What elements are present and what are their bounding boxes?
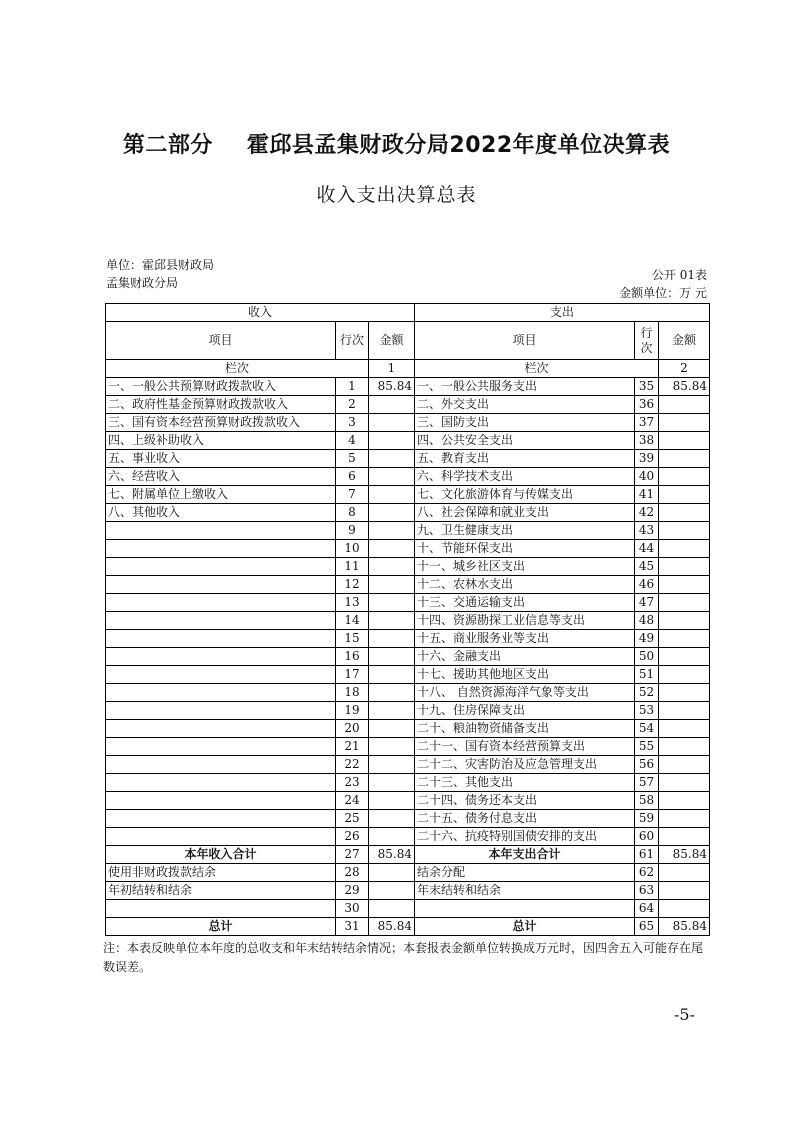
income-item: 年初结转和结余 <box>106 882 336 900</box>
expense-amount-header: 金额 <box>659 322 710 360</box>
income-row-number: 16 <box>336 648 369 666</box>
income-amount <box>369 720 415 738</box>
income-item <box>106 576 336 594</box>
income-amount <box>369 864 415 882</box>
expense-row-number: 53 <box>635 702 659 720</box>
expense-row-number: 64 <box>635 900 659 918</box>
income-amount <box>369 468 415 486</box>
table-row <box>106 792 710 810</box>
expense-item: 二十六、抗疫特别国债安排的支出 <box>415 828 635 846</box>
income-item: 三、国有资本经营预算财政拨款收入 <box>106 414 336 432</box>
income-amount <box>369 702 415 720</box>
income-amount <box>369 594 415 612</box>
expense-row-number: 56 <box>635 756 659 774</box>
expense-row-number: 40 <box>635 468 659 486</box>
income-item <box>106 792 336 810</box>
income-row-number: 17 <box>336 666 369 684</box>
income-amount: 85.84 <box>369 918 415 936</box>
expense-amount <box>659 882 710 900</box>
expense-item: 三、国防支出 <box>415 414 635 432</box>
income-amount <box>369 522 415 540</box>
unit-line-1: 单位：霍邱县财政局 <box>106 258 215 272</box>
expense-item: 二十五、债务付息支出 <box>415 810 635 828</box>
income-row-number: 8 <box>336 504 369 522</box>
table-row <box>106 630 710 648</box>
expense-row-number: 50 <box>635 648 659 666</box>
expense-amount <box>659 450 710 468</box>
header-row-2 <box>106 322 710 360</box>
table-row <box>106 666 710 684</box>
income-item <box>106 666 336 684</box>
expense-amount <box>659 540 710 558</box>
income-amount <box>369 666 415 684</box>
expense-amount <box>659 414 710 432</box>
expense-row-number: 45 <box>635 558 659 576</box>
income-row-number: 23 <box>336 774 369 792</box>
income-row-number: 11 <box>336 558 369 576</box>
income-item <box>106 756 336 774</box>
expense-amount: 85.84 <box>659 378 710 396</box>
table-row <box>106 864 710 882</box>
expense-item: 十二、农林水支出 <box>415 576 635 594</box>
expense-item: 二十四、债务还本支出 <box>415 792 635 810</box>
income-row-number: 31 <box>336 918 369 936</box>
table-row <box>106 738 710 756</box>
table-row <box>106 810 710 828</box>
table-subtitle: 收入支出决算总表 <box>316 184 477 206</box>
income-item-header: 项目 <box>106 322 336 360</box>
income-amount <box>369 648 415 666</box>
expense-amount: 85.84 <box>659 918 710 936</box>
expense-row-number: 36 <box>635 396 659 414</box>
total-row <box>106 918 710 936</box>
table-row <box>106 612 710 630</box>
expense-amount <box>659 702 710 720</box>
table-row <box>106 882 710 900</box>
income-row-number: 12 <box>336 576 369 594</box>
expense-header: 支出 <box>415 304 710 322</box>
income-item: 八、其他收入 <box>106 504 336 522</box>
income-row-number: 26 <box>336 828 369 846</box>
subtotal-row <box>106 846 710 864</box>
expense-item: 年末结转和结余 <box>415 882 635 900</box>
income-row-number: 4 <box>336 432 369 450</box>
table-row <box>106 900 710 918</box>
expense-amount <box>659 504 710 522</box>
income-item: 总计 <box>106 918 336 936</box>
income-item: 四、上级补助收入 <box>106 432 336 450</box>
income-item <box>106 900 336 918</box>
income-amount <box>369 414 415 432</box>
expense-item: 二十三、其他支出 <box>415 774 635 792</box>
expense-row-number: 38 <box>635 432 659 450</box>
expense-rowno-header: 行次 <box>635 322 659 360</box>
title-part: 第二部分 <box>122 133 213 158</box>
table-row <box>106 396 710 414</box>
income-col-number: 1 <box>369 360 415 378</box>
income-row-number: 18 <box>336 684 369 702</box>
income-item: 六、经营收入 <box>106 468 336 486</box>
page-number: -5- <box>674 1005 695 1024</box>
income-amount <box>369 486 415 504</box>
income-amount <box>369 612 415 630</box>
expense-amount <box>659 720 710 738</box>
expense-item: 十一、城乡社区支出 <box>415 558 635 576</box>
expense-row-number: 44 <box>635 540 659 558</box>
expense-amount <box>659 810 710 828</box>
income-row-number: 10 <box>336 540 369 558</box>
table-row <box>106 594 710 612</box>
income-amount <box>369 738 415 756</box>
income-row-number: 3 <box>336 414 369 432</box>
expense-item: 十七、援助其他地区支出 <box>415 666 635 684</box>
expense-item: 十四、资源勘探工业信息等支出 <box>415 612 635 630</box>
income-row-number: 21 <box>336 738 369 756</box>
expense-amount <box>659 468 710 486</box>
table-row <box>106 576 710 594</box>
expense-amount <box>659 864 710 882</box>
expense-item-header: 项目 <box>415 322 635 360</box>
income-item <box>106 684 336 702</box>
table-row <box>106 774 710 792</box>
income-expense-table <box>105 303 710 936</box>
income-amount <box>369 576 415 594</box>
expense-amount <box>659 774 710 792</box>
expense-item: 十九、住房保障支出 <box>415 702 635 720</box>
expense-amount <box>659 558 710 576</box>
unit-line-2: 孟集财政分局 <box>106 276 179 290</box>
expense-amount <box>659 648 710 666</box>
income-row-number: 9 <box>336 522 369 540</box>
expense-col-label: 栏次 <box>415 360 659 378</box>
expense-amount <box>659 900 710 918</box>
income-amount <box>369 900 415 918</box>
expense-row-number: 43 <box>635 522 659 540</box>
income-amount <box>369 882 415 900</box>
income-item <box>106 720 336 738</box>
income-row-number: 15 <box>336 630 369 648</box>
income-item <box>106 738 336 756</box>
expense-amount <box>659 612 710 630</box>
expense-row-number: 55 <box>635 738 659 756</box>
table-row <box>106 504 710 522</box>
table-row <box>106 702 710 720</box>
expense-row-number: 41 <box>635 486 659 504</box>
expense-row-number: 42 <box>635 504 659 522</box>
expense-amount: 85.84 <box>659 846 710 864</box>
expense-item: 结余分配 <box>415 864 635 882</box>
expense-amount <box>659 738 710 756</box>
income-row-number: 25 <box>336 810 369 828</box>
income-amount <box>369 450 415 468</box>
income-amount <box>369 504 415 522</box>
table-row <box>106 720 710 738</box>
expense-row-number: 46 <box>635 576 659 594</box>
income-row-number: 5 <box>336 450 369 468</box>
expense-row-number: 63 <box>635 882 659 900</box>
table-row <box>106 648 710 666</box>
expense-col-number: 2 <box>659 360 710 378</box>
table-row <box>106 468 710 486</box>
income-amount <box>369 432 415 450</box>
income-item: 五、事业收入 <box>106 450 336 468</box>
income-row-number: 30 <box>336 900 369 918</box>
income-row-number: 27 <box>336 846 369 864</box>
expense-amount <box>659 828 710 846</box>
expense-amount <box>659 792 710 810</box>
income-item <box>106 828 336 846</box>
expense-row-number: 35 <box>635 378 659 396</box>
income-row-number: 22 <box>336 756 369 774</box>
expense-item: 总计 <box>415 918 635 936</box>
expense-amount <box>659 630 710 648</box>
expense-item: 二十一、国有资本经营预算支出 <box>415 738 635 756</box>
income-row-number: 19 <box>336 702 369 720</box>
income-col-label: 栏次 <box>106 360 369 378</box>
expense-item: 一、一般公共服务支出 <box>415 378 635 396</box>
income-item <box>106 540 336 558</box>
income-row-number: 2 <box>336 396 369 414</box>
expense-item: 十六、金融支出 <box>415 648 635 666</box>
income-item <box>106 558 336 576</box>
expense-amount <box>659 522 710 540</box>
expense-row-number: 47 <box>635 594 659 612</box>
income-amount <box>369 684 415 702</box>
expense-item: 二、外交支出 <box>415 396 635 414</box>
expense-item: 六、科学技术支出 <box>415 468 635 486</box>
title-main: 霍邱县孟集财政分局2022年度单位决算表 <box>246 133 671 158</box>
expense-row-number: 48 <box>635 612 659 630</box>
expense-row-number: 58 <box>635 792 659 810</box>
income-item: 一、一般公共预算财政拨款收入 <box>106 378 336 396</box>
income-row-number: 6 <box>336 468 369 486</box>
expense-row-number: 49 <box>635 630 659 648</box>
table-row <box>106 450 710 468</box>
expense-row-number: 54 <box>635 720 659 738</box>
form-number: 公开 01表 <box>651 268 707 282</box>
expense-item: 十三、交通运输支出 <box>415 594 635 612</box>
income-item <box>106 630 336 648</box>
income-row-number: 7 <box>336 486 369 504</box>
table-row <box>106 486 710 504</box>
expense-row-number: 61 <box>635 846 659 864</box>
table-row <box>106 684 710 702</box>
income-item: 使用非财政拨款结余 <box>106 864 336 882</box>
expense-row-number: 37 <box>635 414 659 432</box>
income-amount: 85.84 <box>369 378 415 396</box>
income-amount <box>369 540 415 558</box>
table-row <box>106 828 710 846</box>
page-title <box>0 128 793 159</box>
expense-row-number: 59 <box>635 810 659 828</box>
expense-amount <box>659 594 710 612</box>
expense-item: 十八、 自然资源海洋气象等支出 <box>415 684 635 702</box>
expense-item: 九、卫生健康支出 <box>415 522 635 540</box>
expense-item: 本年支出合计 <box>415 846 635 864</box>
expense-amount <box>659 432 710 450</box>
income-item <box>106 612 336 630</box>
expense-item: 四、公共安全支出 <box>415 432 635 450</box>
income-amount <box>369 756 415 774</box>
expense-amount <box>659 666 710 684</box>
expense-item: 五、教育支出 <box>415 450 635 468</box>
expense-row-number: 39 <box>635 450 659 468</box>
income-item: 二、政府性基金预算财政拨款收入 <box>106 396 336 414</box>
expense-item <box>415 900 635 918</box>
table-row <box>106 414 710 432</box>
income-amount <box>369 558 415 576</box>
income-amount <box>369 810 415 828</box>
table-row <box>106 432 710 450</box>
unit-info <box>106 256 214 292</box>
income-item <box>106 702 336 720</box>
expense-amount <box>659 684 710 702</box>
income-item: 七、附属单位上缴收入 <box>106 486 336 504</box>
expense-item: 二十、粮油物资储备支出 <box>415 720 635 738</box>
income-row-number: 24 <box>336 792 369 810</box>
table-row <box>106 522 710 540</box>
table-row <box>106 756 710 774</box>
expense-item: 二十二、灾害防治及应急管理支出 <box>415 756 635 774</box>
income-amount-header: 金额 <box>369 322 415 360</box>
table-row <box>106 558 710 576</box>
income-row-number: 14 <box>336 612 369 630</box>
expense-row-number: 60 <box>635 828 659 846</box>
column-label-row <box>106 360 710 378</box>
expense-item: 十五、商业服务业等支出 <box>415 630 635 648</box>
expense-item: 八、社会保障和就业支出 <box>415 504 635 522</box>
income-item <box>106 810 336 828</box>
expense-row-number: 52 <box>635 684 659 702</box>
income-amount: 85.84 <box>369 846 415 864</box>
income-item <box>106 648 336 666</box>
form-meta <box>619 266 707 302</box>
income-row-number: 29 <box>336 882 369 900</box>
income-rowno-header: 行次 <box>336 322 369 360</box>
income-amount <box>369 630 415 648</box>
income-item <box>106 522 336 540</box>
income-row-number: 20 <box>336 720 369 738</box>
expense-row-number: 62 <box>635 864 659 882</box>
income-row-number: 1 <box>336 378 369 396</box>
income-row-number: 13 <box>336 594 369 612</box>
expense-amount <box>659 756 710 774</box>
expense-item: 十、节能环保支出 <box>415 540 635 558</box>
income-item: 本年收入合计 <box>106 846 336 864</box>
table-row <box>106 378 710 396</box>
income-amount <box>369 396 415 414</box>
table-row <box>106 540 710 558</box>
expense-amount <box>659 576 710 594</box>
income-header: 收入 <box>106 304 415 322</box>
income-item <box>106 774 336 792</box>
income-item <box>106 594 336 612</box>
income-amount <box>369 828 415 846</box>
table-note: 注：本表反映单位本年度的总收支和年末结转结余情况；本套报表金额单位转换成万元时，因四舍五入可能存在尾数误差。 <box>103 941 704 974</box>
expense-amount <box>659 486 710 504</box>
income-row-number: 28 <box>336 864 369 882</box>
expense-row-number: 57 <box>635 774 659 792</box>
income-amount <box>369 774 415 792</box>
income-amount <box>369 792 415 810</box>
expense-item: 七、文化旅游体育与传媒支出 <box>415 486 635 504</box>
amount-unit: 金额单位：万 元 <box>619 286 707 300</box>
expense-amount <box>659 396 710 414</box>
expense-row-number: 51 <box>635 666 659 684</box>
header-row-1 <box>106 304 710 322</box>
expense-row-number: 65 <box>635 918 659 936</box>
